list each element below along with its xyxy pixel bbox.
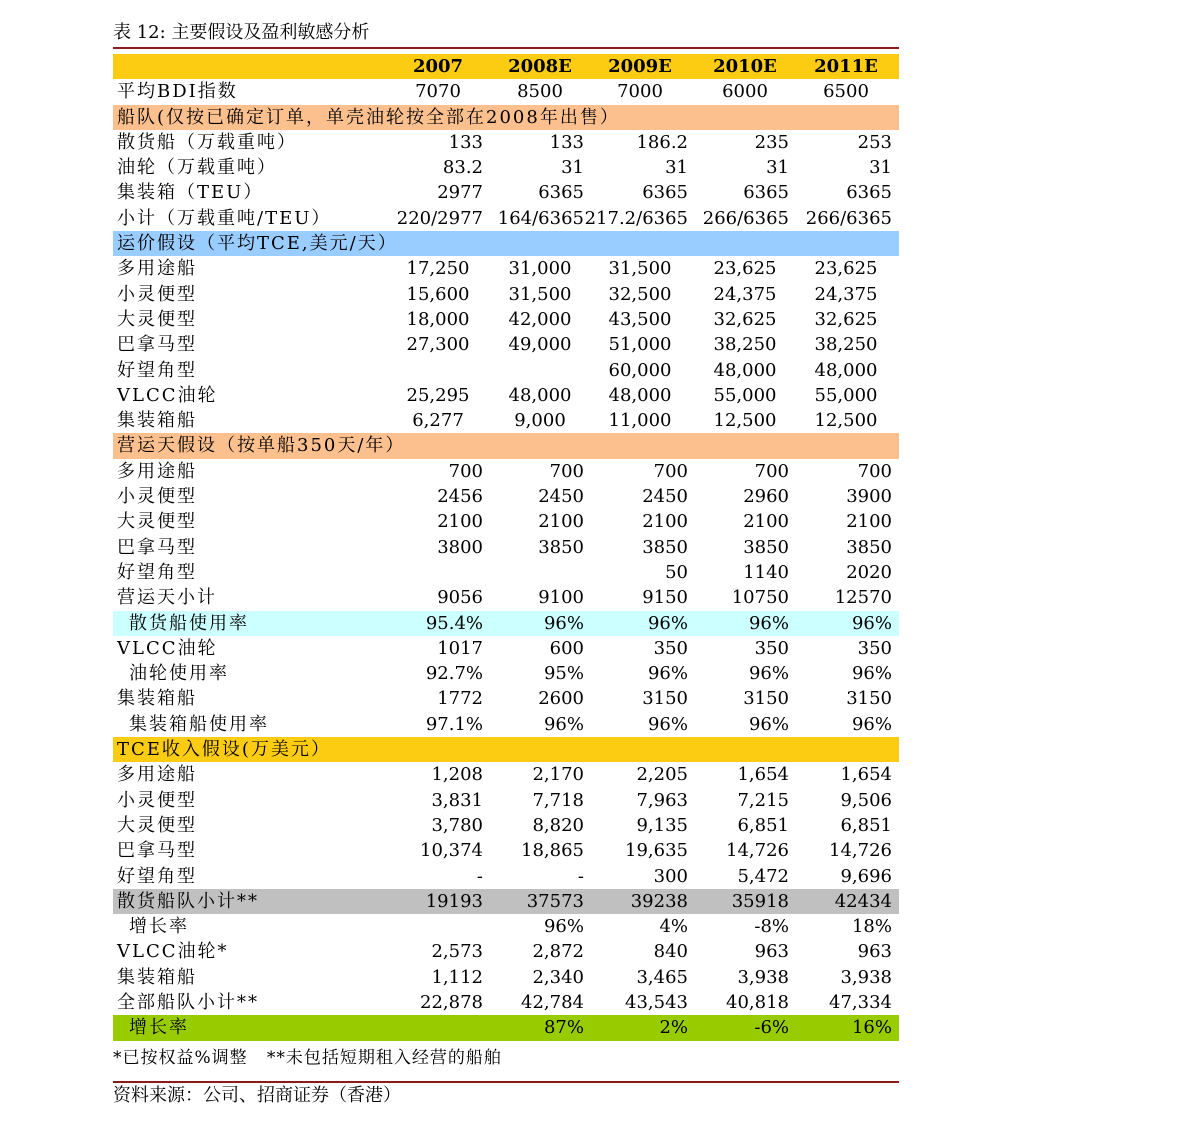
row-label: 好望角型 — [117, 359, 197, 381]
table-row — [113, 358, 899, 383]
table-row — [113, 408, 899, 433]
value-cell: 14,726 — [829, 840, 892, 862]
table-row — [113, 838, 899, 863]
table-row — [113, 914, 899, 939]
table-row — [113, 130, 899, 155]
value-cell: 7070 — [415, 81, 461, 103]
row-label: 小灵便型 — [117, 486, 197, 508]
value-cell: 9,506 — [840, 789, 892, 811]
value-cell: 32,500 — [608, 283, 672, 305]
row-label: 集装箱船 — [117, 688, 197, 710]
value-cell: 3150 — [743, 688, 789, 710]
value-cell: 2100 — [846, 511, 892, 533]
value-cell: 8,820 — [532, 814, 584, 836]
value-cell: 2007 — [412, 56, 464, 77]
value-cell: 55,000 — [814, 384, 878, 406]
value-cell: 2456 — [437, 486, 483, 508]
table-row — [113, 54, 899, 79]
value-cell: 23,625 — [814, 258, 878, 280]
value-cell: 96% — [543, 916, 584, 938]
value-cell: 48,000 — [608, 384, 672, 406]
row-label: 好望角型 — [117, 561, 197, 583]
row-label: 大灵便型 — [117, 814, 197, 836]
value-cell: 38,250 — [713, 334, 777, 356]
value-cell: 96% — [748, 663, 789, 685]
value-cell: 2450 — [538, 486, 584, 508]
value-cell: 83.2 — [442, 157, 483, 179]
row-label: 散货船使用率 — [129, 612, 249, 634]
value-cell: 42,784 — [521, 991, 584, 1013]
value-cell: 600 — [549, 637, 584, 659]
value-cell: 6365 — [846, 182, 892, 204]
table-row — [113, 256, 899, 281]
value-cell: 97.1% — [425, 713, 483, 735]
value-cell: 2100 — [743, 511, 789, 533]
value-cell: 2011E — [814, 56, 878, 77]
value-cell: 19,635 — [625, 840, 688, 862]
row-label: 集装箱船使用率 — [129, 713, 269, 735]
table-row — [113, 990, 899, 1015]
value-cell: 43,500 — [608, 308, 672, 330]
table-row — [113, 459, 899, 484]
value-cell: 3150 — [642, 688, 688, 710]
table-row — [113, 79, 899, 104]
value-cell: 6000 — [722, 81, 768, 103]
value-cell: 9056 — [437, 587, 483, 609]
value-cell: -8% — [754, 916, 789, 938]
value-cell: -6% — [754, 1017, 789, 1039]
row-label: 油轮使用率 — [129, 663, 229, 685]
value-cell: 1140 — [743, 561, 789, 583]
value-cell: 18,865 — [521, 840, 584, 862]
value-cell: 3850 — [538, 536, 584, 558]
value-cell: 38,250 — [814, 334, 878, 356]
value-cell: 25,295 — [406, 384, 470, 406]
value-cell: 96% — [851, 713, 892, 735]
value-cell: 17,250 — [406, 258, 470, 280]
value-cell: 10750 — [731, 587, 789, 609]
value-cell: 9,135 — [636, 814, 688, 836]
row-label: VLCC油轮 — [117, 384, 218, 406]
table-row — [113, 788, 899, 813]
value-cell: 6500 — [823, 81, 869, 103]
row-label: 大灵便型 — [117, 308, 197, 330]
row-label: 增长率 — [129, 1017, 189, 1039]
value-cell: 8500 — [517, 81, 563, 103]
value-cell: 49,000 — [508, 334, 572, 356]
value-cell: 31 — [561, 157, 584, 179]
value-cell: 700 — [448, 460, 483, 482]
row-label: 散货船（万载重吨） — [117, 131, 297, 153]
value-cell: 5,472 — [737, 865, 789, 887]
value-cell: 96% — [647, 663, 688, 685]
value-cell: 350 — [754, 637, 789, 659]
value-cell: 2% — [659, 1017, 688, 1039]
value-cell: 1,654 — [840, 764, 892, 786]
row-label: 多用途船 — [117, 460, 197, 482]
table-row — [113, 307, 899, 332]
row-label: 集装箱（TEU） — [117, 182, 264, 204]
value-cell: 2020 — [846, 561, 892, 583]
row-label: 好望角型 — [117, 865, 197, 887]
value-cell: 9,696 — [840, 865, 892, 887]
value-cell: 235 — [754, 131, 789, 153]
value-cell: 6365 — [743, 182, 789, 204]
table-row — [113, 1015, 899, 1040]
value-cell: 700 — [754, 460, 789, 482]
row-label: 集装箱船 — [117, 966, 197, 988]
value-cell: 1,112 — [431, 966, 483, 988]
value-cell: 37573 — [526, 890, 584, 912]
table-row — [113, 813, 899, 838]
table-row — [113, 712, 899, 737]
table-row — [113, 180, 899, 205]
value-cell: 18% — [851, 916, 892, 938]
value-cell: 96% — [543, 713, 584, 735]
row-label: 小灵便型 — [117, 283, 197, 305]
value-cell: 1772 — [437, 688, 483, 710]
table-row — [113, 231, 899, 256]
value-cell: 95.4% — [425, 612, 483, 634]
value-cell: 700 — [653, 460, 688, 482]
table-row — [113, 737, 899, 762]
table-row — [113, 762, 899, 787]
value-cell: 32,625 — [814, 308, 878, 330]
value-cell: 164/6365 — [497, 207, 584, 229]
value-cell: 2008E — [508, 56, 572, 77]
value-cell: 266/6365 — [702, 207, 789, 229]
source-note: 资料来源：公司、招商证券（香港） — [113, 1085, 401, 1106]
value-cell: 9100 — [538, 587, 584, 609]
value-cell: 300 — [653, 865, 688, 887]
value-cell — [464, 560, 584, 585]
value-cell: 31 — [869, 157, 892, 179]
value-cell: 2100 — [437, 511, 483, 533]
row-label: 运价假设（平均TCE,美元/天） — [117, 233, 398, 255]
value-cell: 2100 — [538, 511, 584, 533]
table-row — [113, 965, 899, 990]
value-cell: 133 — [549, 131, 584, 153]
value-cell: 31,500 — [608, 258, 672, 280]
value-cell: 31,500 — [508, 283, 572, 305]
row-label: 小灵便型 — [117, 789, 197, 811]
value-cell: 350 — [653, 637, 688, 659]
value-cell: 9,000 — [514, 410, 566, 432]
value-cell: 18,000 — [406, 308, 470, 330]
value-cell: 50 — [665, 561, 688, 583]
value-cell: 3,938 — [840, 966, 892, 988]
table-row — [113, 206, 899, 231]
row-label: 集装箱船 — [117, 410, 197, 432]
row-label: 大灵便型 — [117, 511, 197, 533]
top-rule — [113, 47, 899, 49]
value-cell: 963 — [857, 941, 892, 963]
value-cell: - — [577, 865, 584, 887]
value-cell: 3,780 — [431, 814, 483, 836]
table-title: 表 12: 主要假设及盈利敏感分析 — [113, 22, 370, 43]
value-cell: 47,334 — [829, 991, 892, 1013]
value-cell: 2,170 — [532, 764, 584, 786]
table-row — [113, 433, 899, 458]
table-row — [113, 509, 899, 534]
value-cell: 3900 — [846, 486, 892, 508]
value-cell: 42,000 — [508, 308, 572, 330]
value-cell: 55,000 — [713, 384, 777, 406]
table-row — [113, 282, 899, 307]
value-cell: 2009E — [608, 56, 672, 77]
value-cell: 186.2 — [636, 131, 688, 153]
value-cell: 87% — [543, 1017, 584, 1039]
value-cell: 48,000 — [508, 384, 572, 406]
value-cell: 96% — [647, 713, 688, 735]
value-cell: 2,573 — [431, 941, 483, 963]
table-row — [113, 636, 899, 661]
value-cell: 43,543 — [625, 991, 688, 1013]
value-cell: 31 — [766, 157, 789, 179]
value-cell: 7,215 — [737, 789, 789, 811]
value-cell: 350 — [857, 637, 892, 659]
value-cell: 42434 — [834, 890, 892, 912]
table-row — [113, 535, 899, 560]
value-cell: 700 — [549, 460, 584, 482]
value-cell: 9150 — [642, 587, 688, 609]
value-cell: 32,625 — [713, 308, 777, 330]
table-footnote: *已按权益%调整 **未包括短期租入经营的船舶 — [113, 1048, 502, 1068]
value-cell: 12,500 — [814, 410, 878, 432]
table-row — [113, 484, 899, 509]
value-cell: 2,205 — [636, 764, 688, 786]
value-cell: 253 — [857, 131, 892, 153]
value-cell: 6,851 — [737, 814, 789, 836]
bottom-rule — [113, 1081, 899, 1083]
value-cell: 6365 — [642, 182, 688, 204]
value-cell: 2,340 — [532, 966, 584, 988]
value-cell: 12570 — [834, 587, 892, 609]
table-row — [113, 889, 899, 914]
value-cell: 133 — [448, 131, 483, 153]
value-cell: 3850 — [642, 536, 688, 558]
row-label: VLCC油轮 — [117, 637, 218, 659]
value-cell: 31,000 — [508, 258, 572, 280]
value-cell: 3,831 — [431, 789, 483, 811]
value-cell: 22,878 — [420, 991, 483, 1013]
value-cell: - — [476, 865, 483, 887]
value-cell: 217.2/6365 — [584, 207, 688, 229]
value-cell: 3,938 — [737, 966, 789, 988]
value-cell: 1,208 — [431, 764, 483, 786]
value-cell: 23,625 — [713, 258, 777, 280]
table-row — [113, 383, 899, 408]
value-cell: 39238 — [630, 890, 688, 912]
value-cell: 266/6365 — [805, 207, 892, 229]
table-row — [113, 611, 899, 636]
value-cell: 2977 — [437, 182, 483, 204]
value-cell: 35918 — [731, 890, 789, 912]
value-cell: 3,465 — [636, 966, 688, 988]
value-cell: 3150 — [846, 688, 892, 710]
value-cell: 14,726 — [726, 840, 789, 862]
value-cell: 96% — [748, 612, 789, 634]
value-cell: 96% — [748, 713, 789, 735]
row-label: 油轮（万载重吨） — [117, 157, 277, 179]
value-cell: 4% — [659, 916, 688, 938]
assumptions-table — [113, 54, 899, 1041]
value-cell: 96% — [543, 612, 584, 634]
value-cell: 48,000 — [814, 359, 878, 381]
value-cell: 11,000 — [608, 410, 672, 432]
value-cell: 19193 — [425, 890, 483, 912]
value-cell: 3850 — [743, 536, 789, 558]
row-label: 巴拿马型 — [117, 536, 197, 558]
value-cell: 7,963 — [636, 789, 688, 811]
table-row — [113, 585, 899, 610]
value-cell: 31 — [665, 157, 688, 179]
row-label: 平均BDI指数 — [117, 81, 238, 103]
value-cell: 96% — [851, 612, 892, 634]
table-row — [113, 864, 899, 889]
table-row — [113, 560, 899, 585]
value-cell: 3800 — [437, 536, 483, 558]
value-cell: 16% — [851, 1017, 892, 1039]
row-label: 多用途船 — [117, 258, 197, 280]
value-cell: 40,818 — [726, 991, 789, 1013]
row-label: 散货船队小计** — [117, 890, 259, 912]
table-row — [113, 939, 899, 964]
value-cell: 24,375 — [713, 283, 777, 305]
value-cell: 840 — [653, 941, 688, 963]
value-cell: 7000 — [617, 81, 663, 103]
row-label: 全部船队小计** — [117, 991, 259, 1013]
table-row — [113, 155, 899, 180]
table-row — [113, 686, 899, 711]
value-cell: 2600 — [538, 688, 584, 710]
value-cell: 700 — [857, 460, 892, 482]
row-label: 小计（万载重吨/TEU） — [117, 207, 332, 229]
value-cell: 2960 — [743, 486, 789, 508]
value-cell: 6,277 — [412, 410, 464, 432]
row-label: 多用途船 — [117, 764, 197, 786]
row-label: 营运天假设（按单船350天/年） — [117, 435, 406, 457]
value-cell: 95% — [543, 663, 584, 685]
value-cell: 1,654 — [737, 764, 789, 786]
value-cell: 6,851 — [840, 814, 892, 836]
value-cell: 96% — [851, 663, 892, 685]
value-cell: 963 — [754, 941, 789, 963]
value-cell: 10,374 — [420, 840, 483, 862]
value-cell: 2100 — [642, 511, 688, 533]
value-cell: 12,500 — [713, 410, 777, 432]
value-cell: 24,375 — [814, 283, 878, 305]
value-cell: 2,872 — [532, 941, 584, 963]
table-row — [113, 332, 899, 357]
value-cell: 27,300 — [406, 334, 470, 356]
row-label: 船队(仅按已确定订单，单壳油轮按全部在2008年出售） — [117, 106, 620, 128]
value-cell: 51,000 — [608, 334, 672, 356]
value-cell: 96% — [647, 612, 688, 634]
table-row — [113, 105, 899, 130]
value-cell: 7,718 — [532, 789, 584, 811]
value-cell: 60,000 — [608, 359, 672, 381]
value-cell: 2450 — [642, 486, 688, 508]
row-label: 巴拿马型 — [117, 334, 197, 356]
table-row — [113, 661, 899, 686]
row-label: 增长率 — [129, 916, 189, 938]
value-cell: 48,000 — [713, 359, 777, 381]
value-cell: 15,600 — [406, 283, 470, 305]
value-cell: 220/2977 — [396, 207, 483, 229]
value-cell: 2010E — [713, 56, 777, 77]
value-cell: 1017 — [437, 637, 483, 659]
value-cell: 92.7% — [425, 663, 483, 685]
row-label: 巴拿马型 — [117, 840, 197, 862]
row-label: 营运天小计 — [117, 587, 217, 609]
value-cell: 3850 — [846, 536, 892, 558]
row-label: TCE收入假设(万美元） — [117, 739, 331, 761]
value-cell: 6365 — [538, 182, 584, 204]
row-label: VLCC油轮* — [117, 941, 229, 963]
